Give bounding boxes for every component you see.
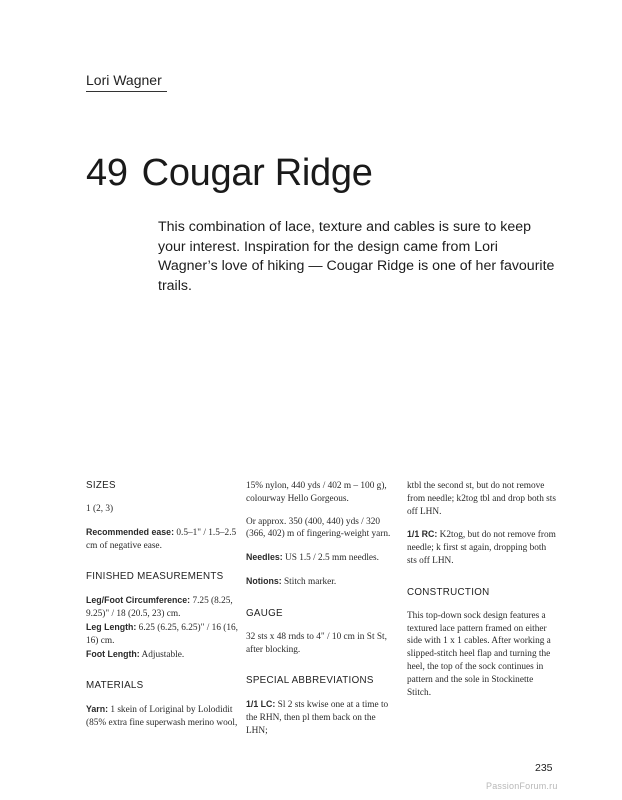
leg-length-label: Leg Length: xyxy=(86,621,137,632)
recommended-ease xyxy=(86,526,238,553)
ease-text: 0.5–1" / 1.5–2.5 cm of negative ease. xyxy=(86,527,237,551)
rc-text: K2tog, but do not remove from needle; k first st again, dropping both sts off LHN. xyxy=(407,530,556,566)
sizes-value: 1 (2, 3) xyxy=(86,504,114,514)
abbrev-1-1-rc xyxy=(407,528,557,567)
notions xyxy=(246,575,398,589)
abbrev-1-1-lc xyxy=(246,698,398,737)
gauge-heading: GAUGE xyxy=(246,607,283,619)
intro-paragraph: This combination of lace, texture and cables is sure to keep your interest. Inspiration for the design came from Lori Wagner’s love of hiking — Cougar Ridge is one of her favourite trails. xyxy=(158,219,555,294)
page-number: 235 xyxy=(535,762,553,774)
yarn-continued: 15% nylon, 440 yds / 402 m – 100 g), colourway Hello Gorgeous. xyxy=(246,481,387,504)
pattern-title xyxy=(86,152,373,195)
lc-label: 1/1 LC: xyxy=(246,699,276,710)
notions-label: Notions: xyxy=(246,575,282,586)
column-1 xyxy=(86,480,238,740)
yarn xyxy=(86,703,238,730)
construction-text: This top-down sock design features a textured lace pattern framed on either side with 1 x 1 cables. After working a slipped-stitch heel flap and turning the heel, the top of the sock continues in pattern and the sole in Stockinette Stitch. xyxy=(407,610,551,698)
lc-text: Sl 2 sts kwise one at a time to the RHN, then pl them back on the LHN; xyxy=(246,700,389,736)
needles xyxy=(246,551,398,565)
author-name: Lori Wagner xyxy=(86,72,162,88)
abbrev-lc-continued: ktbl the second st, but do not remove from needle; k2tog tbl and drop both sts off LHN. xyxy=(407,481,556,517)
yarn-text: 1 skein of Loriginal by Lolodidit (85% extra fine superwash merino wool, xyxy=(86,705,238,729)
foot-length-label: Foot Length: xyxy=(86,648,140,659)
pattern-name: Cougar Ridge xyxy=(141,152,373,194)
leg-length xyxy=(86,621,238,648)
foot-length-text: Adjustable. xyxy=(139,649,185,660)
rc-label: 1/1 RC: xyxy=(407,529,438,540)
yarn-alternative: Or approx. 350 (400, 440) yds / 320 (366, 402) m of fingering-weight yarn. xyxy=(246,516,391,540)
column-2 xyxy=(246,480,398,748)
needles-text: US 1.5 / 2.5 mm needles. xyxy=(282,553,379,564)
gauge-text: 32 sts x 48 rnds to 4" / 10 cm in St St, after blocking. xyxy=(246,631,387,655)
leg-foot-circumference xyxy=(86,594,238,621)
watermark: PassionForum.ru xyxy=(486,781,558,791)
leg-foot-text: 7.25 (8.25, 9.25)" / 18 (20.5, 23) cm. xyxy=(86,596,233,620)
column-3 xyxy=(407,480,557,709)
pattern-number: 49 xyxy=(86,152,128,194)
leg-length-text: 6.25 (6.25, 6.25)" / 16 (16, 16) cm. xyxy=(86,622,239,646)
construction-heading: CONSTRUCTION xyxy=(407,586,490,598)
notions-text: Stitch marker. xyxy=(281,576,337,587)
yarn-label: Yarn: xyxy=(86,704,109,715)
finished-measurements-heading: FINISHED MEASUREMENTS xyxy=(86,571,224,583)
author-underline xyxy=(86,91,167,92)
needles-label: Needles: xyxy=(246,552,283,563)
materials-heading: MATERIALS xyxy=(86,680,144,692)
special-abbreviations-heading: SPECIAL ABBREVIATIONS xyxy=(246,675,374,687)
foot-length xyxy=(86,648,238,662)
leg-foot-label: Leg/Foot Circumference: xyxy=(86,595,191,606)
sizes-heading: SIZES xyxy=(86,480,116,491)
ease-label: Recommended ease: xyxy=(86,526,175,537)
